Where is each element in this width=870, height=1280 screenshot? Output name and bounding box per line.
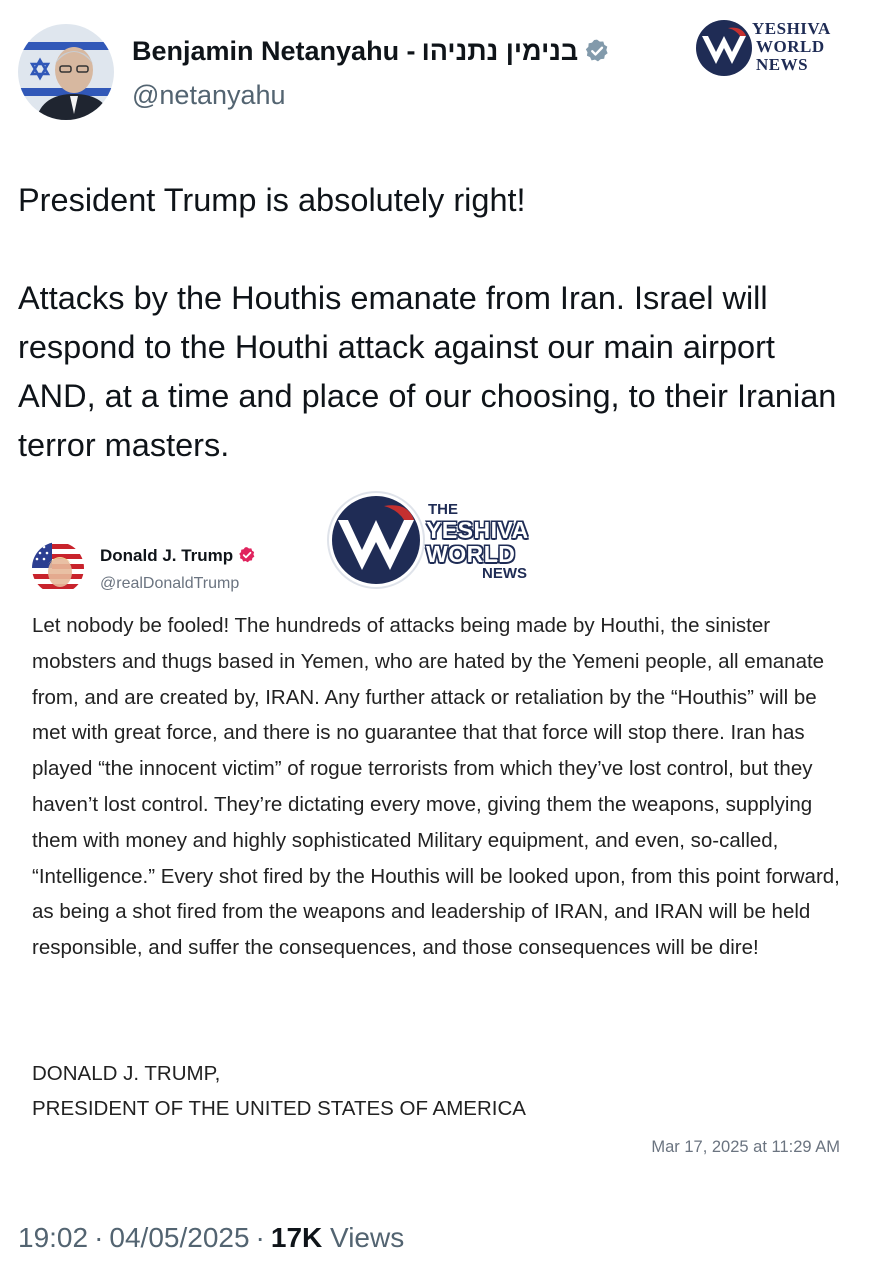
ywn-watermark-small xyxy=(692,16,860,82)
ywn-large-line-2: WORLD xyxy=(426,541,516,567)
post-date[interactable]: 04/05/2025 xyxy=(109,1222,250,1253)
meta-separator: · xyxy=(255,1222,265,1253)
meta-separator: · xyxy=(94,1222,104,1253)
tweet-paragraph-1: President Trump is absolutely right! xyxy=(18,182,526,218)
quoted-post-date: Mar 17, 2025 at 11:29 AM xyxy=(651,1138,840,1156)
ywn-logo-large-icon xyxy=(326,490,426,590)
quoted-post-text: Let nobody be fooled! The hundreds of attacks being made by Houthi, the sinister mobsters and thugs based in Yemen, who are hated by the Yemeni people, all emanate from, and are created by, IRAN. Any further attack or retaliation by the “Houthis” will be met with great force, and there is no guarantee that that force will stop there. Iran has played “the innocent victim” of rogue terrorists from which they’ve lost control, but they haven’t lost control. They’re dictating every move, giving them the weapons, supplying them with money and highly sophisticated Military equipment, and even, so-called, “Intelligence.” Every shot fired by the Houthis will be looked upon, from this point forward, as being a shot fired from the weapons and leadership of IRAN, and IRAN will be held responsible, and suffer the consequences, and those consequences will be dire! xyxy=(32,614,840,960)
author-avatar[interactable] xyxy=(18,24,114,120)
post-header xyxy=(0,0,870,140)
truth-verified-icon xyxy=(238,546,256,564)
quoted-author-name-text: Donald J. Trump xyxy=(100,546,234,565)
ywn-logo-icon xyxy=(694,18,754,78)
quoted-signature-line-2: PRESIDENT OF THE UNITED STATES OF AMERICA xyxy=(32,1097,526,1120)
post-metadata xyxy=(18,1222,404,1254)
author-name[interactable] xyxy=(132,36,610,67)
ywn-small-line-3: NEWS xyxy=(756,55,809,74)
quoted-author-handle: @realDonaldTrump xyxy=(100,575,240,592)
views-count: 17K xyxy=(270,1222,323,1253)
author-name-latin: Benjamin Netanyahu - xyxy=(132,36,416,66)
quoted-author-avatar xyxy=(32,542,84,594)
ywn-large-news: NEWS xyxy=(482,565,527,582)
quoted-author-name xyxy=(100,546,256,566)
tweet-paragraph-2: Attacks by the Houthis emanate from Iran. Israel will respond to the Houthi attack against our main airport AND, at a time and place of our choosing, to their Iranian terror masters. xyxy=(18,280,837,463)
author-handle[interactable]: @netanyahu xyxy=(132,80,286,110)
views-label: Views xyxy=(330,1222,405,1253)
post-time[interactable]: 19:02 xyxy=(18,1222,89,1253)
ywn-small-line-2: WORLD xyxy=(756,37,825,56)
verified-badge-icon xyxy=(584,38,610,64)
quoted-signature-line-1: DONALD J. TRUMP, xyxy=(32,1062,221,1085)
ywn-large-the: THE xyxy=(428,501,458,518)
ywn-large-line-1: YESHIVA xyxy=(426,517,529,543)
ywn-watermark-large xyxy=(326,490,546,590)
tweet-text xyxy=(18,176,852,470)
quoted-post-image[interactable] xyxy=(0,490,870,1180)
ywn-small-line-1: YESHIVA xyxy=(752,19,831,38)
quoted-signature xyxy=(32,1056,526,1126)
author-name-hebrew: בנימין נתניהו xyxy=(421,36,579,66)
